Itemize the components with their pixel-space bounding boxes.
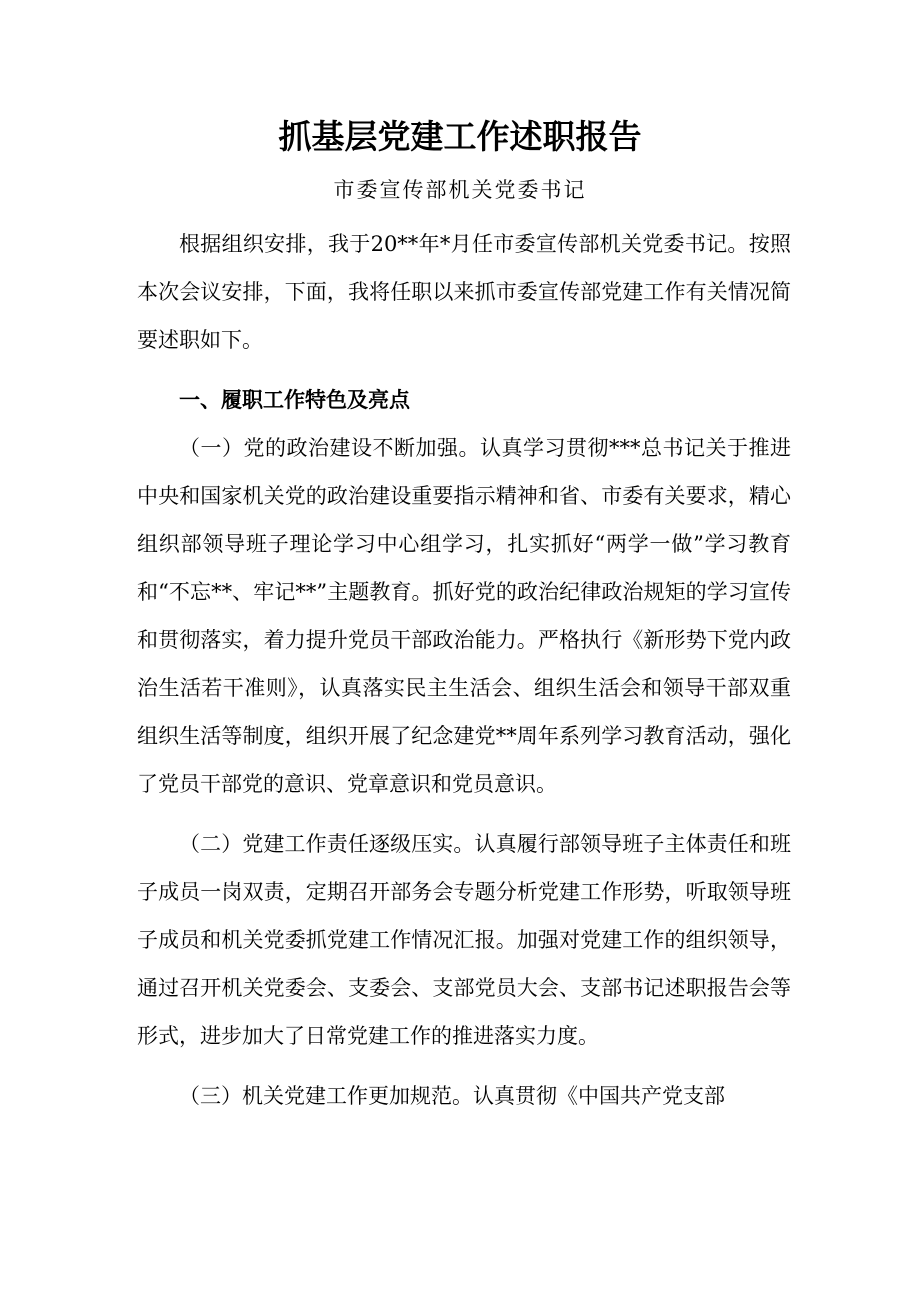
paragraph-standardization: （三）机关党建工作更加规范。认真贯彻《中国共产党支部 [179, 1084, 725, 1108]
paragraph-responsibility: （二）党建工作责任逐级压实。认真履行部领导班子主体责任和班子成员一岗双责，定期召开部务会专题分析党建工作形势，听取领导班子成员和机关党委抓党建工作情况汇报。加强对党建工作的组织领导，通过召开机关党委会、支委会、支部党员大会、支部书记述职报告会等形式，进步加大了日常党建工作的推进落实力度。 [137, 832, 791, 1048]
intro-paragraph: 根据组织安排，我于20**年*月任市委宣传部机关党委书记。按照本次会议安排，下面，我将任职以来抓市委宣传部党建工作有关情况简要述职如下。 [137, 232, 791, 352]
document-body [137, 220, 791, 1120]
document-title: 抓基层党建工作述职报告 [278, 117, 642, 156]
section-heading: 一、履职工作特色及亮点 [179, 388, 410, 412]
document-subtitle: 市委宣传部机关党委书记 [333, 178, 587, 202]
paragraph-political-construction: （一）党的政治建设不断加强。认真学习贯彻***总书记关于推进中央和国家机关党的政治建设重要指示精神和省、市委有关要求，精心组织部领导班子理论学习中心组学习，扎实抓好“两学一做”学习教育和“不忘**、牢记**”主题教育。抓好党的政治纪律政治规矩的学习宣传和贯彻落实，着力提升党员干部政治能力。严格执行《新形势下党内政治生活若干准则》，认真落实民主生活会、组织生活会和领导干部双重组织生活等制度，组织开展了纪念建党**周年系列学习教育活动，强化了党员干部党的意识、党章意识和党员意识。 [137, 436, 791, 796]
